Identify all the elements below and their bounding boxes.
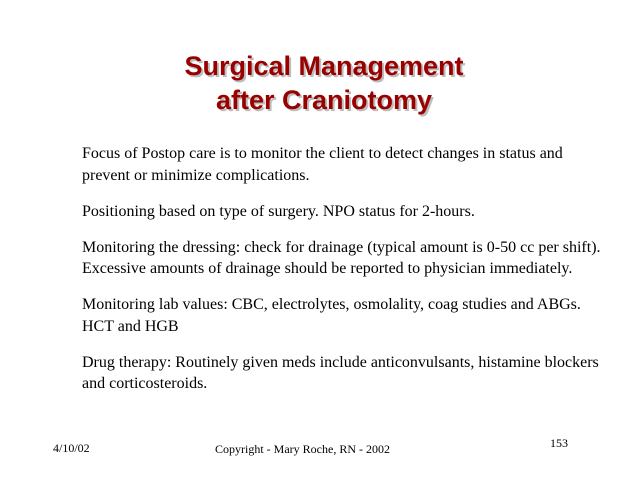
paragraph-drug-therapy: Drug therapy: Routinely given meds include anticonvulsants, histamine blockers and corticosteroids. bbox=[82, 353, 599, 392]
paragraph-positioning: Positioning based on type of surgery. NPO status for 2-hours. bbox=[82, 202, 475, 220]
slide-title-line-2: after Craniotomy bbox=[215, 85, 433, 115]
paragraph-postop-focus: Focus of Postop care is to monitor the client to detect changes in status and prevent or minimize complications. bbox=[82, 145, 563, 184]
slide-title bbox=[0, 49, 640, 117]
slide-body bbox=[82, 143, 602, 409]
footer-copyright: Copyright - Mary Roche, RN - 2002 bbox=[215, 442, 390, 456]
page-number: 153 bbox=[550, 436, 568, 450]
footer-date: 4/10/02 bbox=[53, 441, 90, 455]
paragraph-dressing: Monitoring the dressing: check for drainage (typical amount is 0-50 cc per shift). Excessive amounts of drainage should be reported to physician immediately. bbox=[82, 238, 601, 277]
paragraph-lab-values: Monitoring lab values: CBC, electrolytes, osmolality, coag studies and ABGs. HCT and HGB bbox=[82, 296, 581, 335]
slide-title-line-1: Surgical Management bbox=[184, 51, 464, 81]
